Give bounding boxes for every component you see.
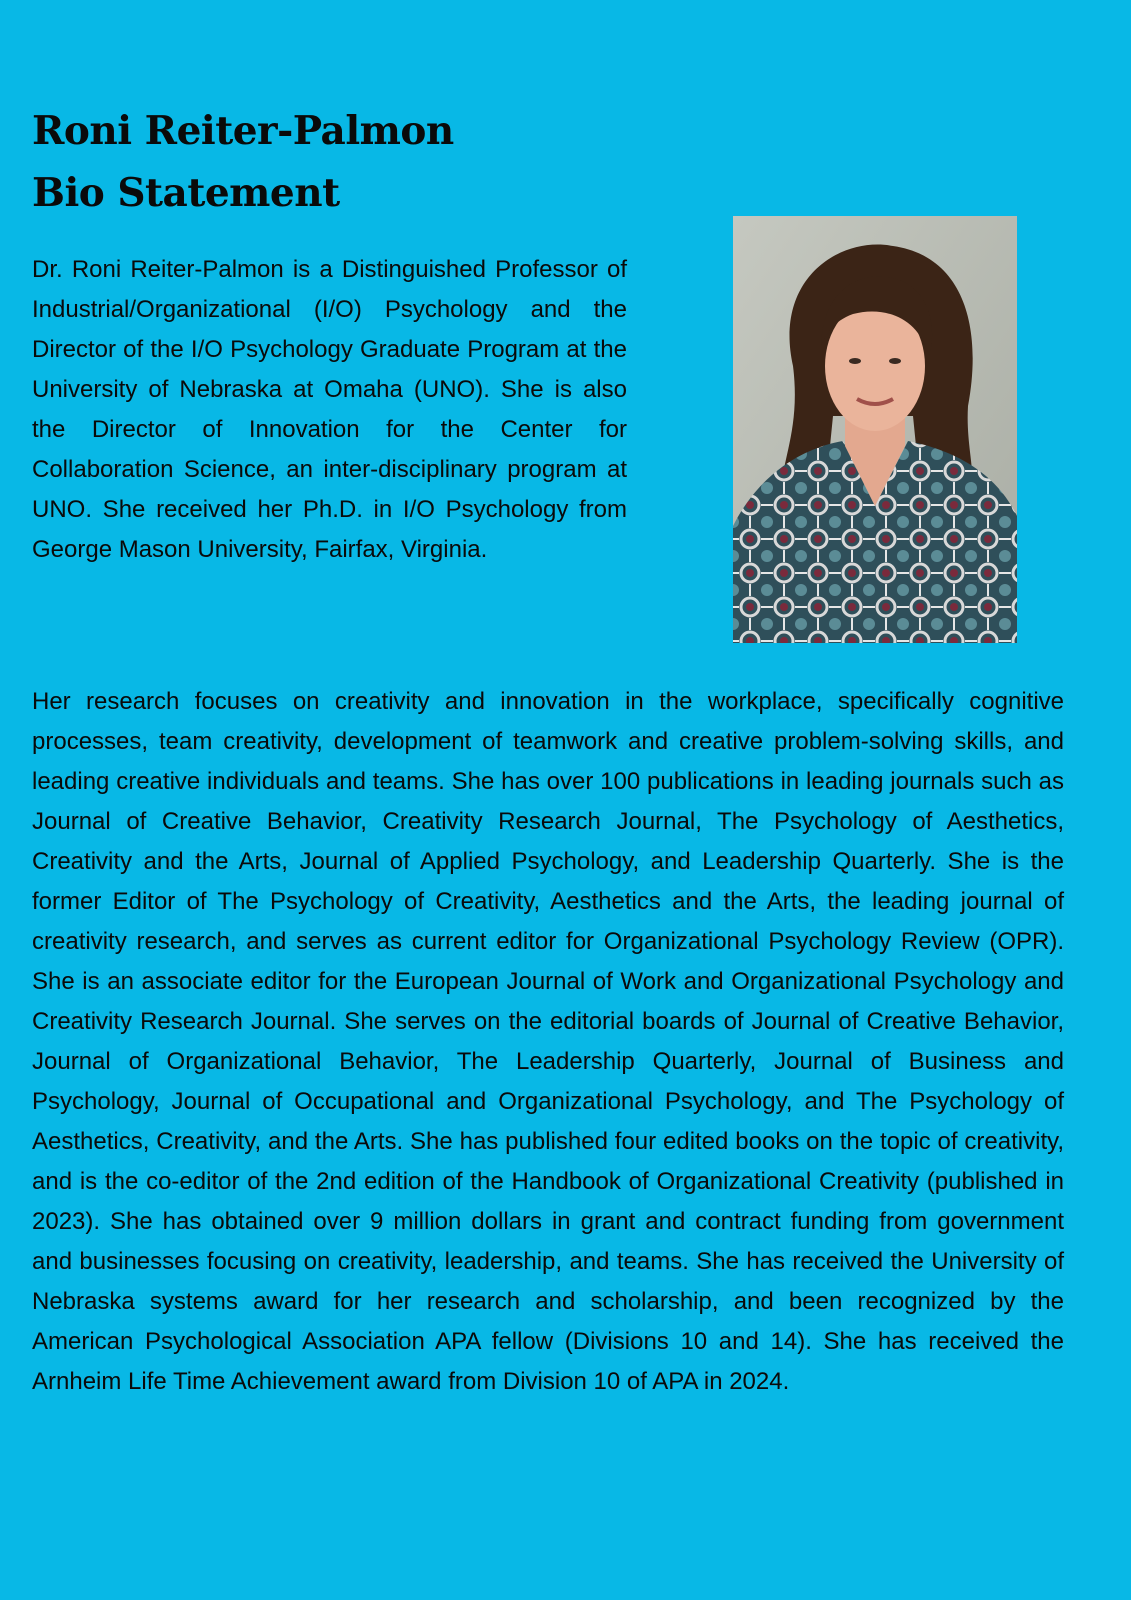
bio-subtitle: Bio Statement xyxy=(32,170,340,216)
person-name: Roni Reiter-Palmon xyxy=(32,108,454,154)
bio-research-paragraph: Her research focuses on creativity and innovation in the workplace, specifically cognitive processes, team creativity, development of teamwork and creative problem-solving skills, and leading creative individuals and teams. She has over 100 publications in leading journals such as Journal of Creative Behavior, Creativity Research Journal, The Psychology of Aesthetics, Creativity and the Arts, Journal of Applied Psychology, and Leadership Quarterly. She is the former Editor of The Psychology of Creativity, Aesthetics and the Arts, the leading journal of creativity research, and serves as current editor for Organizational Psychology Review (OPR). She is an associate editor for the European Journal of Work and Organizational Psychology and Creativity Research Journal. She serves on the editorial boards of Journal of Creative Behavior, Journal of Organizational Behavior, The Leadership Quarterly, Journal of Business and Psychology, Journal of Occupational and Organizational Psychology, and The Psychology of Aesthetics, Creativity, and the Arts. She has published four edited books on the topic of creativity, and is the co-editor of the 2nd edition of the Handbook of Organizational Creativity (published in 2023). She has obtained over 9 million dollars in grant and contract funding from government and businesses focusing on creativity, leadership, and teams. She has received the University of Nebraska systems award for her research and scholarship, and been recognized by the American Psychological Association APA fellow (Divisions 10 and 14). She has received the Arnheim Life Time Achievement award from Division 10 of APA in 2024. xyxy=(32,688,1064,1395)
portrait-photo xyxy=(733,216,1017,643)
page-title xyxy=(32,100,454,224)
bio-intro-paragraph: Dr. Roni Reiter-Palmon is a Distinguished Professor of Industrial/Organizational (I/O) Psychology and the Director of the I/O Psychology Graduate Program at the University of Nebraska at Omaha (UNO). She is also the Director of Innovation for the Center for Collaboration Science, an inter-disciplinary program at UNO. She received her Ph.D. in I/O Psychology from George Mason University, Fairfax, Virginia. xyxy=(32,256,627,563)
